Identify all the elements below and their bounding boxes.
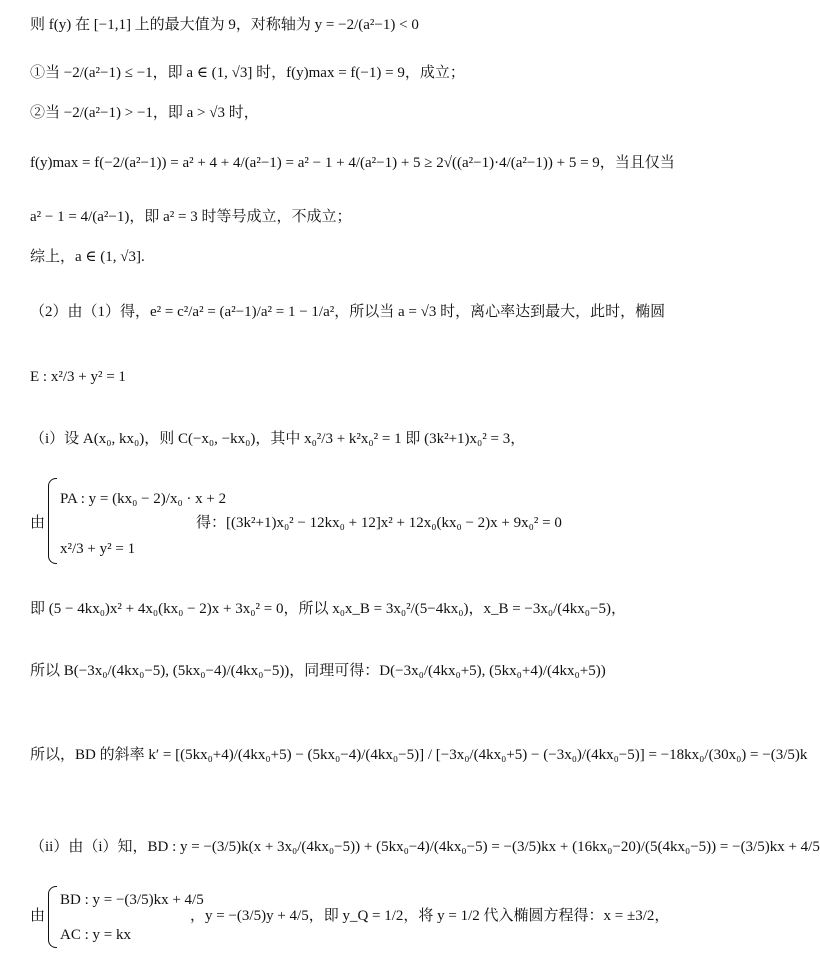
text-line-3: ②当 −2/(a²−1) > −1，即 a > √3 时， bbox=[30, 105, 259, 121]
text-line-11: 所以 B(−3x₀/(4kx₀−5), (5kx₀−4)/(4kx₀−5))，同理可得：D(−3x₀/(4kx₀+5), (5kx₀+4)/(4kx₀+5)) bbox=[30, 663, 606, 679]
system-2-label: 由 bbox=[30, 908, 46, 924]
text-line-2: ①当 −2/(a²−1) ≤ −1，即 a ∈ (1, √3] 时，f(y)max = f(−1) = 9，成立； bbox=[30, 65, 465, 81]
text-line-12: 所以，BD 的斜率 k′ = [(5kx₀+4)/(4kx₀+5) − (5kx₀−4)/(4kx₀−5)] / [−3x₀/(4kx₀+5) − (−3x₀)/(4kx₀−5)] = −18kx₀/(30x₀) = −(3/5)k bbox=[30, 747, 808, 763]
system-1-eq-2: x²/3 + y² = 1 bbox=[60, 541, 136, 557]
system-brace-2 bbox=[48, 886, 57, 948]
system-1-eq-1: PA : y = (kx₀ − 2)/x₀ · x + 2 bbox=[60, 491, 227, 507]
text-line-4: f(y)max = f(−2/(a²−1)) = a² + 4 + 4/(a²−1) = a² − 1 + 4/(a²−1) + 5 ≥ 2√((a²−1)·4/(a²−1)) + 5 = 9，当且仅当 bbox=[30, 155, 675, 171]
text-line-1: 则 f(y) 在 [−1,1] 上的最大值为 9，对称轴为 y = −2/(a²−1) < 0 bbox=[30, 17, 419, 33]
text-line-7: （2）由（1）得，e² = c²/a² = (a²−1)/a² = 1 − 1/a²，所以当 a = √3 时，离心率达到最大，此时，椭圆 bbox=[30, 304, 666, 320]
system-2-eq-2: AC : y = kx bbox=[60, 927, 131, 943]
text-line-13: （ii）由（i）知，BD : y = −(3/5)k(x + 3x₀/(4kx₀−5)) + (5kx₀−4)/(4kx₀−5) = −(3/5)kx + (16kx₀−20)/(5(4kx₀−5)) = −(3/5)kx + 4/5 bbox=[30, 839, 820, 855]
system-2-result: ，y = −(3/5)y + 4/5，即 y_Q = 1/2，将 y = 1/2 代入椭圆方程得：x = ±3/2， bbox=[190, 908, 670, 924]
text-line-9: （i）设 A(x₀, kx₀)，则 C(−x₀, −kx₀)，其中 x₀²/3 + k²x₀² = 1 即 (3k²+1)x₀² = 3， bbox=[30, 431, 526, 447]
system-1-label: 由 bbox=[30, 515, 46, 531]
system-brace-1 bbox=[48, 478, 57, 564]
text-line-5: a² − 1 = 4/(a²−1)，即 a² = 3 时等号成立，不成立； bbox=[30, 209, 352, 225]
text-line-10: 即 (5 − 4kx₀)x² + 4x₀(kx₀ − 2)x + 3x₀² = 0，所以 x₀x_B = 3x₀²/(5−4kx₀)，x_B = −3x₀/(4kx₀−5)， bbox=[30, 601, 626, 617]
system-1-result: 得：[(3k²+1)x₀² − 12kx₀ + 12]x² + 12x₀(kx₀ − 2)x + 9x₀² = 0 bbox=[196, 515, 562, 531]
text-line-6: 综上，a ∈ (1, √3]. bbox=[30, 249, 145, 265]
system-2-eq-1: BD : y = −(3/5)kx + 4/5 bbox=[60, 892, 204, 908]
text-line-8: E : x²/3 + y² = 1 bbox=[30, 369, 126, 385]
